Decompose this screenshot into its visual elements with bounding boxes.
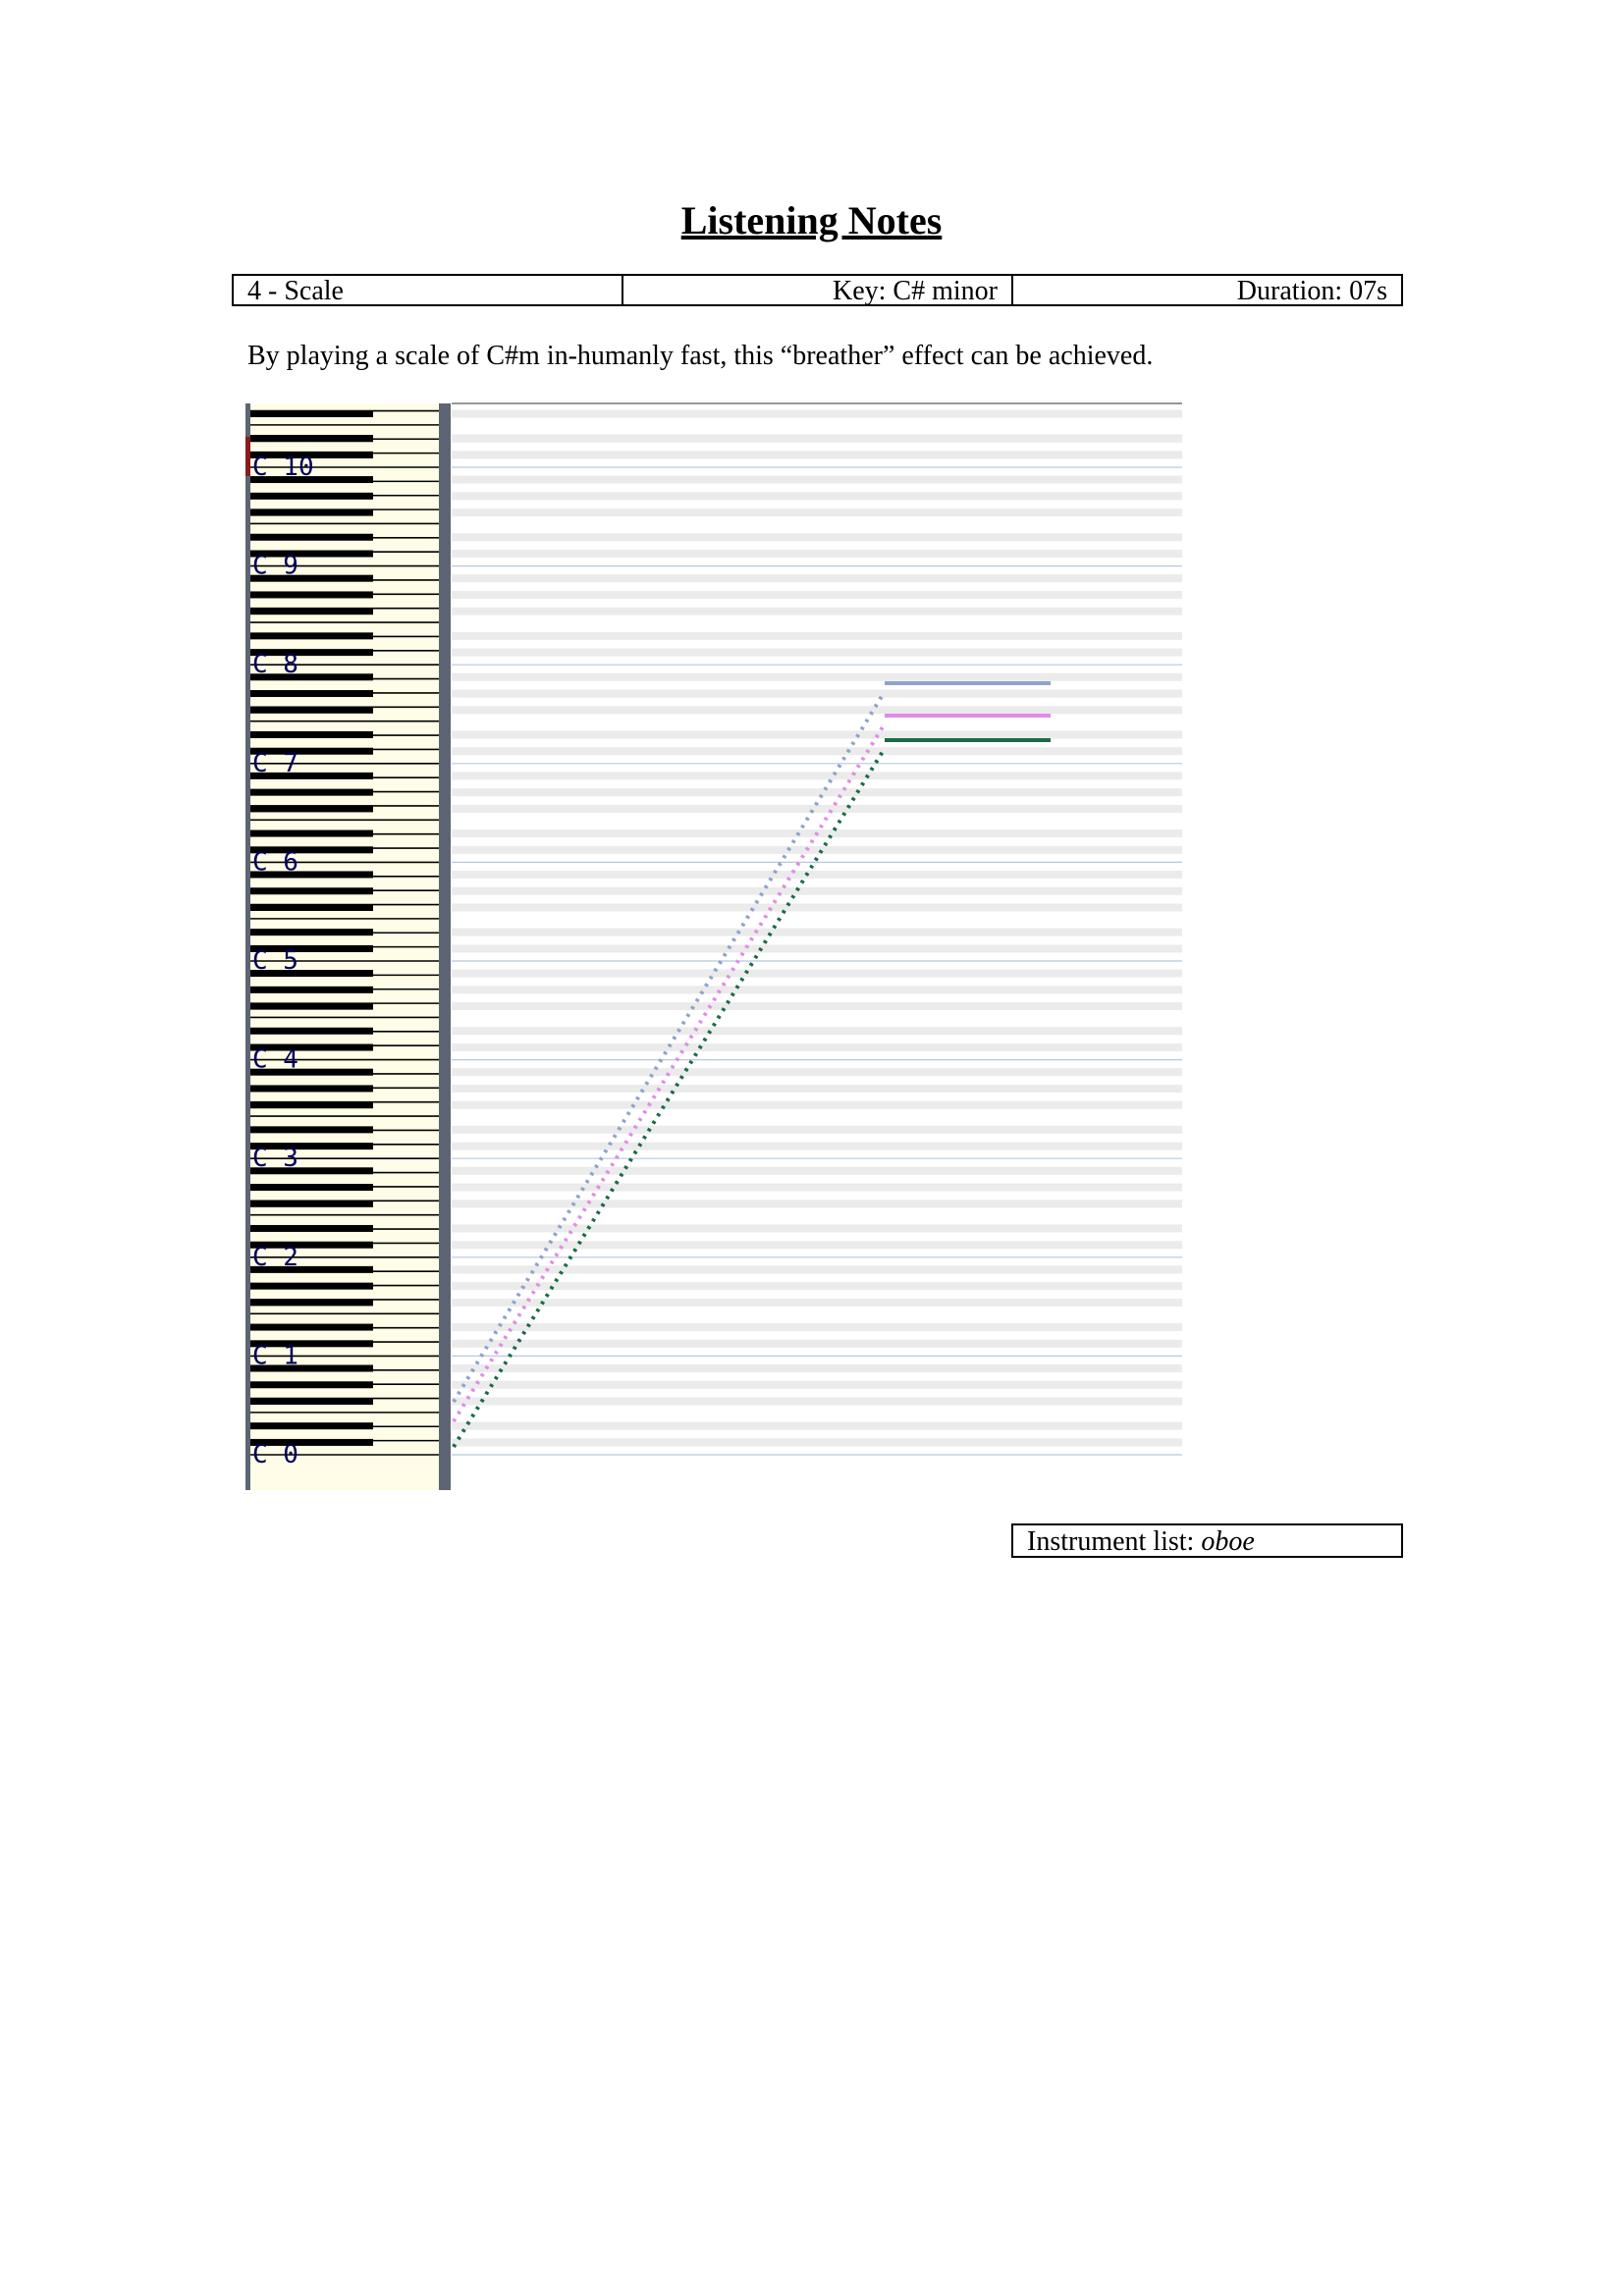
- octave-label: C 10: [252, 453, 314, 482]
- black-key: [250, 1283, 373, 1290]
- note-row-stripe: [452, 805, 1182, 813]
- note-grid: [452, 403, 1182, 1490]
- black-key: [250, 707, 373, 714]
- note-row-stripe: [452, 1340, 1182, 1348]
- note-row-stripe: [452, 690, 1182, 698]
- black-key: [250, 1299, 373, 1306]
- note-row-stripe: [452, 772, 1182, 779]
- note-row-stripe: [452, 1364, 1182, 1372]
- black-key: [250, 1225, 373, 1232]
- black-key: [250, 1003, 373, 1010]
- note-row-stripe: [452, 1085, 1182, 1093]
- note-row-stripe: [452, 1101, 1182, 1109]
- page-title: Listening Notes: [680, 198, 943, 242]
- note-row-stripe: [452, 533, 1182, 541]
- note-row-stripe: [452, 904, 1182, 912]
- note-row-stripe: [452, 929, 1182, 936]
- black-key: [250, 929, 373, 935]
- black-key: [250, 805, 373, 812]
- note-row-stripe: [452, 1068, 1182, 1076]
- note-row-stripe: [452, 788, 1182, 796]
- octave-label: C 5: [252, 946, 298, 976]
- note-row-stripe: [452, 1422, 1182, 1430]
- black-key: [250, 987, 373, 993]
- octave-label: C 3: [252, 1144, 298, 1174]
- octave-label: C 1: [252, 1341, 298, 1371]
- note-row-stripe: [452, 410, 1182, 418]
- note-row-stripe: [452, 492, 1182, 500]
- playhead-marker: [245, 437, 250, 476]
- black-key: [250, 1101, 373, 1108]
- black-key: [250, 493, 373, 500]
- black-key: [250, 534, 373, 541]
- note-row-stripe: [452, 1438, 1182, 1446]
- note-row-stripe: [452, 887, 1182, 895]
- black-key: [250, 1085, 373, 1092]
- black-key: [250, 731, 373, 738]
- note-row-stripe: [452, 1184, 1182, 1192]
- note-row-stripe: [452, 871, 1182, 879]
- black-key: [250, 1126, 373, 1133]
- note-row-stripe: [452, 1027, 1182, 1035]
- octave-label: C 8: [252, 650, 298, 680]
- octave-label: C 2: [252, 1242, 298, 1272]
- note-row-stripe: [452, 1143, 1182, 1150]
- note-row-stripe: [452, 649, 1182, 657]
- instrument-label: Instrument list:: [1027, 1526, 1195, 1557]
- note-row-stripe: [452, 508, 1182, 516]
- octave-label: C 9: [252, 551, 298, 581]
- black-key: [250, 1201, 373, 1207]
- black-key: [250, 887, 373, 894]
- note-row-stripe: [452, 1224, 1182, 1232]
- description: By playing a scale of C#m in-humanly fast, this “breather” effect can be achieved.: [247, 341, 1154, 371]
- keyboard-left-border: [245, 403, 250, 1490]
- black-key: [250, 1422, 373, 1429]
- info-table: [232, 274, 1403, 306]
- black-key: [250, 591, 373, 598]
- black-key: [250, 509, 373, 516]
- note-row-stripe: [452, 1002, 1182, 1010]
- note-row-stripe: [452, 591, 1182, 599]
- note-row-stripe: [452, 970, 1182, 978]
- black-key: [250, 690, 373, 697]
- note-row-stripe: [452, 435, 1182, 443]
- black-key: [250, 410, 373, 417]
- key-signature: Key: C# minor: [622, 276, 1013, 304]
- piano-roll: [245, 400, 1182, 1490]
- note-row-stripe: [452, 846, 1182, 854]
- octave-label: C 4: [252, 1044, 298, 1075]
- black-key: [250, 1028, 373, 1035]
- note-row-stripe: [452, 706, 1182, 714]
- note-row-stripe: [452, 1381, 1182, 1389]
- black-key: [250, 632, 373, 639]
- black-key: [250, 830, 373, 837]
- note-row-stripe: [452, 550, 1182, 558]
- black-key: [250, 435, 373, 442]
- note-row-stripe: [452, 986, 1182, 993]
- note-row-stripe: [452, 451, 1182, 458]
- black-key: [250, 789, 373, 796]
- octave-label: C 0: [252, 1440, 298, 1469]
- track-name: 4 - Scale: [247, 276, 344, 304]
- note-row-stripe: [452, 1299, 1182, 1307]
- note-row-stripe: [452, 476, 1182, 484]
- note-row-stripe: [452, 1167, 1182, 1175]
- note-row-stripe: [452, 944, 1182, 952]
- octave-label: C 7: [252, 748, 298, 778]
- note-row-stripe: [452, 673, 1182, 681]
- black-key: [250, 1381, 373, 1388]
- note-row-stripe: [452, 1043, 1182, 1051]
- note-row-stripe: [452, 1126, 1182, 1134]
- instrument-list: [1011, 1523, 1403, 1558]
- note-row-stripe: [452, 1200, 1182, 1207]
- black-key: [250, 904, 373, 911]
- note-row-stripe: [452, 1323, 1182, 1331]
- note-row-stripe: [452, 632, 1182, 640]
- note-row-stripe: [452, 730, 1182, 738]
- piano-roll-canvas: [245, 400, 1182, 1490]
- note-row-stripe: [452, 608, 1182, 615]
- duration: Duration: 07s: [1236, 276, 1387, 304]
- black-key: [250, 1184, 373, 1191]
- black-key: [250, 1324, 373, 1331]
- instrument-value: oboe: [1201, 1526, 1255, 1557]
- keyboard-right-border: [439, 403, 451, 1490]
- note-row-stripe: [452, 574, 1182, 582]
- black-key: [250, 1398, 373, 1405]
- octave-label: C 6: [252, 847, 298, 878]
- note-row-stripe: [452, 1282, 1182, 1290]
- note-row-stripe: [452, 747, 1182, 755]
- black-key: [250, 608, 373, 614]
- note-row-stripe: [452, 1398, 1182, 1406]
